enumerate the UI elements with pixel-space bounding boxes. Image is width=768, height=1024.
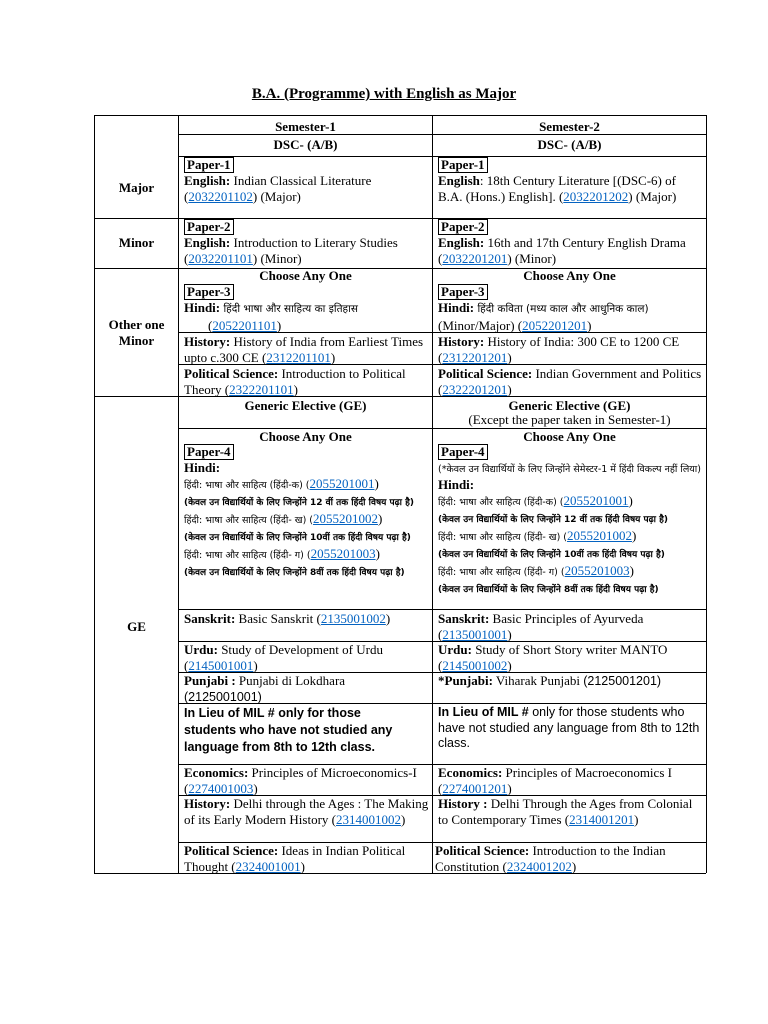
course-code-link[interactable]: 2324001001 [235,858,301,874]
course-title: Delhi Through the Ages from Colonial to Contemporary Times ( [438,796,693,827]
ge-sem2-punjabi [438,673,702,690]
course-code-link[interactable]: 2055201003 [564,562,630,578]
subject-label: English: [438,235,485,250]
course-title: हिंदी: भाषा और साहित्य (हिंदी-क) ( [184,479,310,491]
course-code-link[interactable]: 2135001001 [442,626,508,642]
course-title: Principles of Microeconomics-I ( [184,765,417,796]
course-title: Study of Short Story writer MANTO ( [438,642,668,673]
course-code-link[interactable]: 2055201002 [313,510,379,526]
paper-label: Paper-4 [184,444,234,460]
subject-label: Hindi: [184,300,221,315]
subject-label: English: [184,173,231,188]
course-title: Study of Development of Urdu ( [184,642,383,673]
course-code-link[interactable]: 2322201201 [442,381,508,397]
choose-any-one: Choose Any One [259,268,352,283]
ge-sem1-punjabi [184,673,430,705]
subject-label: *Punjabi: [438,673,493,688]
course-title: Basic Principles of Ayurveda ( [438,611,644,642]
course-tail: ) (Major) [252,188,301,204]
course-code-link[interactable]: 2055201001 [563,492,629,508]
course-title: : 18th Century Literature [(DSC-6) of B.A. (Hons.) English]. ( [438,173,676,204]
course-title: Viharak Punjabi [492,673,580,688]
eligibility-note: (केवल उन विद्यार्थियों के लिए जिन्होंने 12 वीं तक हिंदी विषय पढ़ा है) [438,514,669,525]
paper-label: Paper-2 [184,219,234,235]
row-label-major: Major [118,180,155,195]
subject-label: Hindi: [438,477,475,492]
course-tail: ) [507,349,512,365]
subject-label: Political Science: [184,366,279,381]
other-sem2-history [438,334,702,365]
ge-sem2-urdu [438,642,702,673]
ge-heading-2: Generic Elective (GE) [508,398,631,413]
row-label-ge: GE [127,619,146,634]
course-title: Principles of Macroeconomics I ( [438,765,672,796]
course-code-link[interactable]: 2312201201 [442,349,508,365]
course-title: 16th and 17th Century English Drama ( [438,235,686,266]
course-tail: ) [253,657,258,673]
course-tail: ) [507,381,512,397]
page-title: B.A. (Programme) with English as Major [251,86,517,102]
subject-label: History: [184,334,231,349]
course-tail: ) [634,811,639,827]
course-code-link[interactable]: 2032201101 [188,250,253,266]
course-code-link[interactable]: 2055201002 [567,527,633,543]
ge-sem2-in-lieu-note [438,705,702,752]
ge-sem1-history [184,796,430,827]
course-tail: ) [375,545,380,561]
other-sem2-hindi [438,284,702,333]
table-border [94,115,706,116]
ge-heading-1: Generic Elective (GE) [244,398,367,413]
subject-label: English: [184,235,231,250]
course-code-link[interactable]: 2032201102 [188,188,253,204]
table-divider [178,115,179,873]
course-code-link[interactable]: 2274001003 [188,780,254,796]
course-title: History of India: 300 CE to 1200 CE ( [438,334,680,365]
table-divider [178,609,706,610]
course-title: Indian Classical Literature ( [184,173,372,204]
course-code-link[interactable]: 2055201001 [309,475,375,491]
paper-label: Paper-1 [438,157,488,173]
eligibility-note: (केवल उन विद्यार्थियों के लिए जिन्होंने 12 वीं तक हिंदी विषय पढ़ा है) [184,497,415,508]
course-title: Indian Government and Politics ( [438,366,702,397]
course-tail: ) [507,657,512,673]
hindi-note: (*केवल उन विद्यार्थियों के लिए जिन्होंने सेमेस्टर-1 में हिंदी विकल्प नहीं लिया) [438,464,701,475]
course-title: Introduction to the Indian Constitution ( [435,843,666,874]
subject-label: Hindi: [438,300,475,315]
course-tail: ) [507,780,512,796]
eligibility-note: (केवल उन विद्यार्थियों के लिए जिन्होंने 10वीं तक हिंदी विषय पढ़ा है) [438,549,665,560]
minor-sem2-cell [438,219,702,266]
choose-any-one: Choose Any One [523,429,616,444]
course-title: Delhi through the Ages : The Making of its Early Modern History ( [184,796,429,827]
course-code-link[interactable]: 2314001002 [336,811,402,827]
course-code-link[interactable]: 2314001201 [569,811,635,827]
ge-sem2-polsci [435,843,703,874]
course-tail: ) [374,475,379,491]
course-title: हिंदी: भाषा और साहित्य (हिंदी- ग) ( [438,566,565,578]
course-tail: ) [293,381,298,397]
course-title: हिंदी: भाषा और साहित्य (हिंदी- ग) ( [184,549,311,561]
paper-label: Paper-2 [438,219,488,235]
ge-sem1-sanskrit [184,611,430,627]
course-tail: ) (Major) [628,188,677,204]
eligibility-note: (केवल उन विद्यार्थियों के लिए जिन्होंने 8वीं तक हिंदी विषय पढ़ा है) [184,567,405,578]
subject-label: Hindi: [184,460,221,475]
subject-label: Political Science: [435,843,530,858]
subject-label: Urdu: [184,642,218,657]
course-tail: ) [507,626,512,642]
ge-sem1-in-lieu-note: In Lieu of MIL # only for those students who have not studied any language from 8th to 12th class. [184,706,393,754]
major-sem2-cell [438,157,702,204]
choose-any-one: Choose Any One [259,429,352,444]
ge-sem2-sanskrit [438,611,702,642]
ge-sem2-hindi [438,444,702,598]
semester-1-header: Semester-1 [275,119,336,134]
course-tail: ) [401,811,406,827]
eligibility-note: (केवल उन विद्यार्थियों के लिए जिन्होंने 10वीं तक हिंदी विषय पढ़ा है) [184,532,411,543]
subject-label: History: [438,334,485,349]
choose-any-one: Choose Any One [523,268,616,283]
table-border [706,115,707,873]
course-tail: ) [300,858,305,874]
course-tail: ) [378,510,383,526]
ge-sem1-polsci [184,843,430,874]
course-code: (2125001201) [583,674,662,688]
ge-heading-2-sub: (Except the paper taken in Semester-1) [468,412,671,427]
subject-label: English [438,173,480,188]
course-tail: ) [330,349,336,365]
subject-label: Economics: [438,765,503,780]
row-label-minor: Minor [118,235,155,250]
course-code-link[interactable]: 2052201101 [212,317,277,333]
ge-sem2-economics [438,765,702,796]
course-title: History of India from Earliest Times upto c.300 CE ( [184,334,424,365]
course-code-link[interactable]: 2312201101 [266,349,331,365]
subject-label: Economics: [184,765,249,780]
course-code-link[interactable]: 2322201101 [229,381,294,397]
course-code-link[interactable]: 2052201201 [522,317,588,333]
eligibility-note: (केवल उन विद्यार्थियों के लिए जिन्होंने 8वीं तक हिंदी विषय पढ़ा है) [438,584,659,595]
row-label-other-minor: Other one Minor [108,317,165,348]
course-code-link[interactable]: 2055201003 [310,545,376,561]
table-border [94,115,95,873]
course-tail: ) [385,611,391,626]
ge-sem1-economics [184,765,430,796]
course-title: Introduction to Literary Studies ( [184,235,398,266]
paper-label: Paper-3 [438,284,488,300]
course-tail: ) [632,527,637,543]
course-tail: ) (Minor) [252,250,302,266]
course-code-link[interactable]: 2145001002 [442,657,508,673]
course-title: हिंदी: भाषा और साहित्य (हिंदी-क) ( [438,496,564,508]
ge-sem2-history [438,796,702,827]
course-code-link[interactable]: 2032201202 [563,188,629,204]
course-tail: ) [587,317,592,333]
subject-label: Urdu: [438,642,472,657]
other-sem1-hindi: Paper-3 Hindi: हिंदी भाषा और साहित्य का इतिहास (2052201101) [184,284,358,333]
subject-label: Punjabi : [184,673,236,688]
course-tail: ) [253,780,258,796]
subject-label: History: [184,796,231,811]
course-pre: (Minor/Major) ( [438,317,523,333]
dsc-header-1: DSC- (A/B) [273,137,338,152]
other-sem1-polsci [184,366,430,397]
course-tail: ) (Minor) [507,250,557,266]
subject-label: Sanskrit: [184,611,236,626]
course-code-link[interactable]: 2324001202 [506,858,572,874]
table-divider [432,115,433,873]
course-code-link[interactable]: 2032201201 [442,250,508,266]
subject-label: Sanskrit: [438,611,490,626]
subject-label: Political Science: [438,366,533,381]
major-sem1-cell [184,157,430,204]
course-title: हिंदी भाषा और साहित्य का इतिहास [220,303,358,315]
course-code-link[interactable]: 2135001002 [320,611,386,626]
course-title: Ideas in Indian Political Thought ( [184,843,406,874]
course-tail: ) [628,492,633,508]
in-lieu-label: In Lieu of MIL # [438,705,529,719]
course-title: Basic Sanskrit ( [235,611,321,626]
other-sem1-history [184,334,430,365]
course-title: हिंदी कविता (मध्य काल और आधुनिक काल) [474,303,649,315]
in-lieu-text: only for those students who have not studied any language from 8th to 12th class. [438,705,700,750]
semester-2-header: Semester-2 [539,119,600,134]
course-title: Introduction to Political Theory ( [184,366,406,397]
paper-label: Paper-1 [184,157,234,173]
minor-sem1-cell [184,219,430,266]
other-sem2-polsci [438,366,702,397]
dsc-header-2: DSC- (A/B) [537,137,602,152]
subject-label: History : [438,796,488,811]
subject-label: Political Science: [184,843,279,858]
course-code-link[interactable]: 2274001201 [442,780,508,796]
course-code-link[interactable]: 2145001001 [188,657,254,673]
paper-label: Paper-4 [438,444,488,460]
course-tail: ) [629,562,634,578]
course-title: हिंदी: भाषा और साहित्य (हिंदी- ख) ( [438,531,568,543]
ge-sem1-urdu [184,642,430,673]
course-code: (2125001001) [184,689,262,704]
paper-label: Paper-3 [184,284,234,300]
course-tail: ) [571,858,577,874]
ge-sem1-hindi [184,444,430,581]
course-title: हिंदी: भाषा और साहित्य (हिंदी- ख) ( [184,514,314,526]
course-title: Punjabi di Lokdhara [235,673,346,688]
